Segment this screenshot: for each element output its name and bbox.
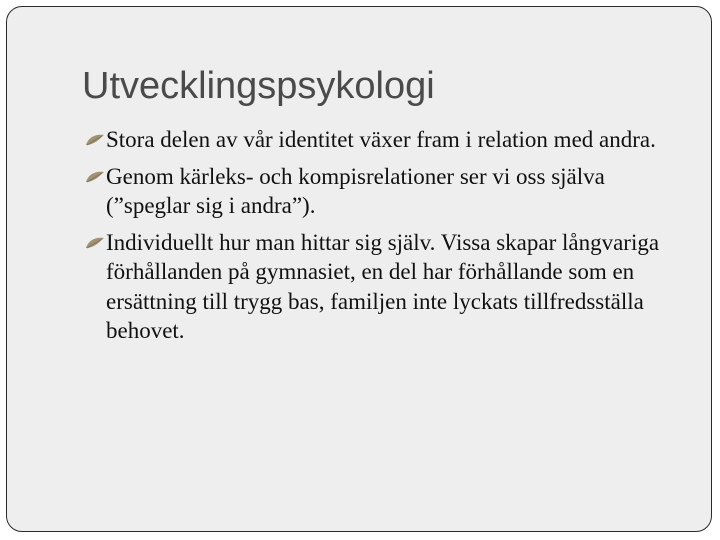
bullet-item	[85, 125, 675, 155]
bullet-item	[85, 228, 675, 346]
leaf-bullet-icon	[85, 133, 105, 147]
leaf-bullet-icon	[85, 236, 105, 250]
slide-title: Utvecklingspsykologi	[82, 65, 435, 107]
bullet-text: Individuellt hur man hittar sig själv. Vissa skapar långvariga förhållanden på gymnasiet, en del har förhållande som en ersättning till trygg bas, familjen inte lyckats tillfredsställa behovet.	[106, 229, 660, 343]
leaf-bullet-icon	[85, 170, 105, 184]
bullet-list	[85, 125, 675, 353]
bullet-text: Stora delen av vår identitet växer fram i relation med andra.	[106, 127, 656, 152]
bullet-text: Genom kärleks- och kompisrelationer ser vi oss själva (”speglar sig i andra”).	[106, 163, 605, 218]
bullet-item	[85, 162, 675, 221]
slide	[6, 6, 712, 532]
